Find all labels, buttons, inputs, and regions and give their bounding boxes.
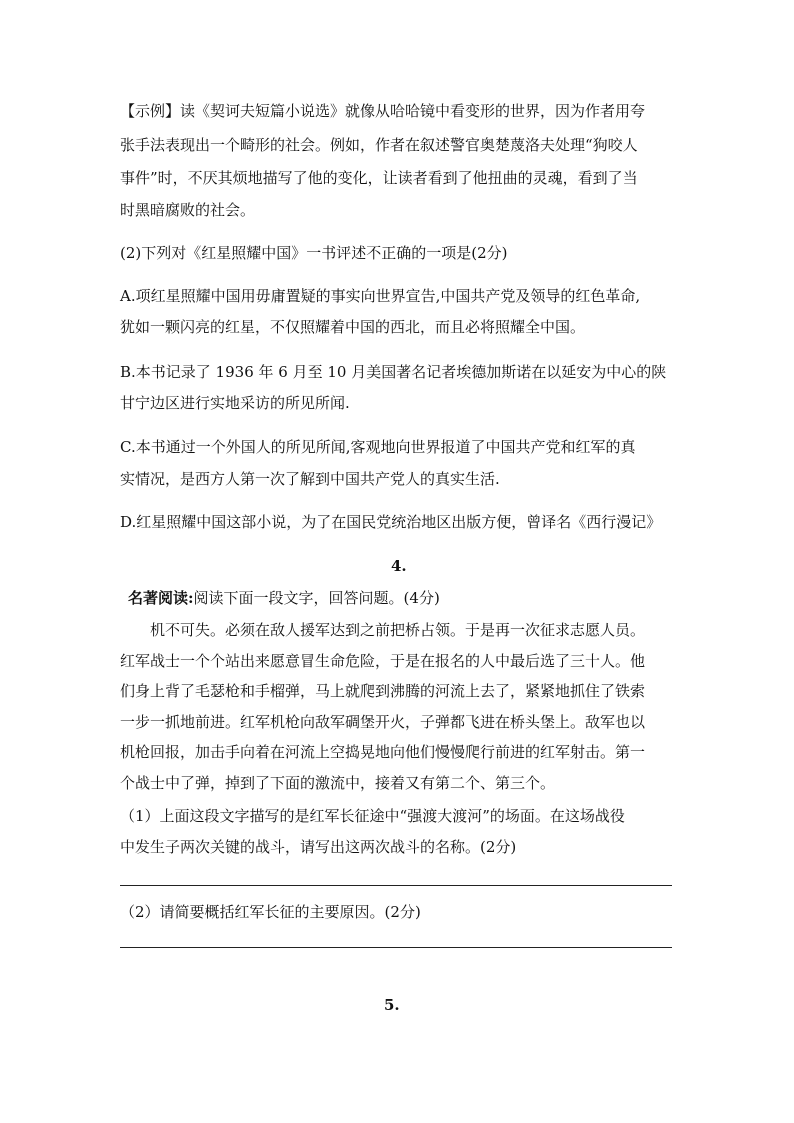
question-2-stem: (2)下列对《红星照耀中国》一书评述不正确的一项是(2分) <box>120 244 508 262</box>
section-5-number: 5. <box>384 996 400 1014</box>
section-4-heading-label: 名著阅读: <box>128 589 194 607</box>
question-4-1-line-2: 中发生子两次关键的战斗，请写出这两次战斗的名称。(2分) <box>120 838 517 856</box>
example-line-1: 【示例】读《契诃夫短篇小说选》就像从哈哈镜中看变形的世界，因为作者用夸 <box>120 102 646 120</box>
passage-line-6: 个战士中了弹，掉到了下面的激流中，接着又有第二个、第三个。 <box>120 774 556 792</box>
answer-line-1[interactable] <box>120 885 672 886</box>
section-4-heading-text: 阅读下面一段文字，回答问题。(4分) <box>193 589 440 607</box>
example-line-3: 事件”时，不厌其烦地描写了他的变化，让读者看到了他扭曲的灵魂，看到了当 <box>120 169 638 187</box>
passage-line-1: 机不可失。必须在敌人援军达到之前把桥占领。于是再一次征求志愿人员。 <box>150 621 646 639</box>
example-line-2: 张手法表现出一个畸形的社会。例如，作者在叙述警官奥楚蔑洛夫处理“狗咬人 <box>120 136 638 154</box>
passage-line-4: 一步一抓地前进。红军机枪向敌军碉堡开火，子弹都飞进在桥头堡上。敌军也以 <box>120 713 646 731</box>
option-d-line-1: D.红星照耀中国这部小说，为了在国民党统治地区出版方便，曾译名《西行漫记》 <box>120 513 662 531</box>
passage-line-5: 机枪回报，加击手向着在河流上空捣晃地向他们慢慢爬行前进的红军射击。第一 <box>120 743 646 761</box>
question-4-1-line-1: （1）上面这段文字描写的是红军长征途中“强渡大渡河”的场面。在这场战役 <box>120 807 625 825</box>
option-b-line-2: 甘宁边区进行实地采访的所见所闻. <box>120 394 350 412</box>
passage-line-2: 红军战士一个个站出来愿意冒生命危险，于是在报名的人中最后选了三十人。他 <box>120 652 646 670</box>
option-b-line-1: B.本书记录了 1936 年 6 月至 10 月美国著名记者埃德加斯诺在以延安为中心的陕 <box>120 363 667 381</box>
option-a-line-1: A.项红星照耀中国用毋庸置疑的事实向世界宣告,中国共产党及领导的红色革命, <box>120 287 641 305</box>
example-line-4: 时黑暗腐败的社会。 <box>120 201 256 219</box>
option-c-line-2: 实情况，是西方人第一次了解到中国共产党人的真实生活. <box>120 470 500 488</box>
question-4-2: （2）请简要概括红军长征的主要原因。(2分) <box>120 903 421 921</box>
option-a-line-2: 犹如一颗闪亮的红星，不仅照耀着中国的西北，而且必将照耀全中国。 <box>120 318 586 336</box>
answer-line-2[interactable] <box>120 947 672 948</box>
section-4-heading <box>128 588 440 608</box>
option-c-line-1: C.本书通过一个外国人的所见所闻,客观地向世界报道了中国共产党和红军的真 <box>120 438 636 456</box>
section-4-number: 4. <box>391 557 407 575</box>
passage-line-3: 们身上背了毛瑟枪和手榴弹，马上就爬到沸腾的河流上去了，紧紧地抓住了铁索 <box>120 682 646 700</box>
